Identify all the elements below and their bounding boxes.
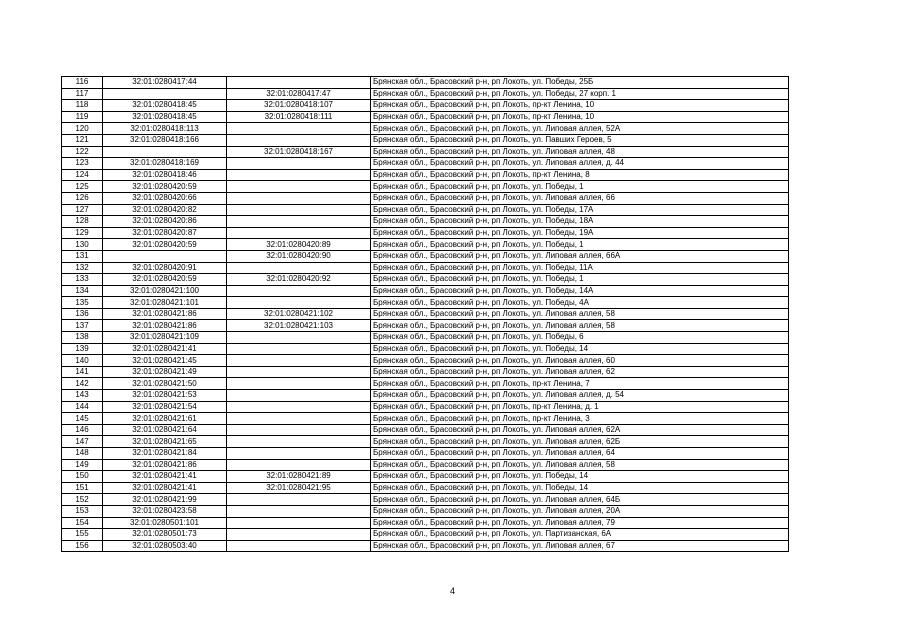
address-cell: Брянская обл., Брасовский р-н, рп Локоть, ул. Победы, 1 [371,274,789,286]
table-row [62,413,789,425]
row-number-cell: 138 [62,332,103,344]
address-cell: Брянская обл., Брасовский р-н, рп Локоть, ул. Победы, 25Б [371,77,789,89]
table-row [62,274,789,286]
address-cell: Брянская обл., Брасовский р-н, рп Локоть, ул. Липовая аллея, 79 [371,517,789,529]
building-number-cell [227,459,371,471]
parcel-number-cell: 32:01:0280420:59 [103,239,227,251]
building-number-cell: 32:01:0280421:102 [227,308,371,320]
address-cell: Брянская обл., Брасовский р-н, рп Локоть, ул. Липовая аллея, 20А [371,505,789,517]
row-number-cell: 124 [62,169,103,181]
table-row [62,390,789,402]
address-cell: Брянская обл., Брасовский р-н, рп Локоть, ул. Победы, 18А [371,216,789,228]
parcel-number-cell: 32:01:0280421:109 [103,332,227,344]
address-cell: Брянская обл., Брасовский р-н, рп Локоть, ул. Липовая аллея, 58 [371,459,789,471]
table-row [62,77,789,89]
row-number-cell: 136 [62,308,103,320]
address-cell: Брянская обл., Брасовский р-н, рп Локоть, ул. Победы, 14А [371,285,789,297]
address-cell: Брянская обл., Брасовский р-н, рп Локоть, ул. Победы, 4А [371,297,789,309]
row-number-cell: 128 [62,216,103,228]
table-row [62,158,789,170]
parcel-number-cell: 32:01:0280417:44 [103,77,227,89]
parcel-number-cell: 32:01:0280423:58 [103,505,227,517]
row-number-cell: 127 [62,204,103,216]
table-row [62,239,789,251]
table-row [62,297,789,309]
table-row [62,448,789,460]
parcel-number-cell: 32:01:0280421:101 [103,297,227,309]
parcel-number-cell: 32:01:0280421:41 [103,343,227,355]
table-row [62,227,789,239]
building-number-cell [227,517,371,529]
table-body [62,77,789,552]
building-number-cell [227,204,371,216]
table-row [62,343,789,355]
building-number-cell [227,540,371,552]
building-number-cell [227,436,371,448]
building-number-cell [227,366,371,378]
table-row [62,540,789,552]
parcel-number-cell: 32:01:0280421:99 [103,494,227,506]
address-cell: Брянская обл., Брасовский р-н, рп Локоть, ул. Липовая аллея, 48 [371,146,789,158]
building-number-cell [227,505,371,517]
parcel-number-cell: 32:01:0280420:59 [103,274,227,286]
parcel-number-cell: 32:01:0280418:45 [103,111,227,123]
parcel-number-cell: 32:01:0280420:86 [103,216,227,228]
address-cell: Брянская обл., Брасовский р-н, рп Локоть, ул. Липовая аллея, 64 [371,448,789,460]
table-row [62,308,789,320]
row-number-cell: 140 [62,355,103,367]
table-row [62,250,789,262]
parcel-number-cell: 32:01:0280421:64 [103,424,227,436]
address-cell: Брянская обл., Брасовский р-н, рп Локоть, ул. Победы, 27 корп. 1 [371,88,789,100]
parcel-number-cell: 32:01:0280421:61 [103,413,227,425]
building-number-cell [227,297,371,309]
row-number-cell: 144 [62,401,103,413]
table-row [62,88,789,100]
table-row [62,529,789,541]
building-number-cell [227,77,371,89]
address-cell: Брянская обл., Брасовский р-н, рп Локоть, пр-кт Ленина, 10 [371,100,789,112]
address-cell: Брянская обл., Брасовский р-н, рп Локоть, пр-кт Ленина, 10 [371,111,789,123]
parcel-number-cell: 32:01:0280420:87 [103,227,227,239]
row-number-cell: 145 [62,413,103,425]
building-number-cell [227,413,371,425]
row-number-cell: 156 [62,540,103,552]
address-cell: Брянская обл., Брасовский р-н, рп Локоть, ул. Победы, 1 [371,181,789,193]
parcel-number-cell [103,88,227,100]
row-number-cell: 139 [62,343,103,355]
address-cell: Брянская обл., Брасовский р-н, рп Локоть, пр-кт Ленина, 8 [371,169,789,181]
building-number-cell [227,355,371,367]
address-cell: Брянская обл., Брасовский р-н, рп Локоть, ул. Липовая аллея, 66 [371,192,789,204]
building-number-cell [227,123,371,135]
row-number-cell: 118 [62,100,103,112]
parcel-number-cell: 32:01:0280421:86 [103,459,227,471]
address-cell: Брянская обл., Брасовский р-н, рп Локоть, пр-кт Ленина, д. 1 [371,401,789,413]
parcel-number-cell [103,250,227,262]
parcel-number-cell: 32:01:0280421:86 [103,308,227,320]
parcel-number-cell [103,146,227,158]
parcel-number-cell: 32:01:0280421:100 [103,285,227,297]
parcel-number-cell: 32:01:0280421:49 [103,366,227,378]
table-row [62,146,789,158]
row-number-cell: 125 [62,181,103,193]
building-number-cell: 32:01:0280420:92 [227,274,371,286]
row-number-cell: 141 [62,366,103,378]
table-row [62,204,789,216]
parcel-number-cell: 32:01:0280421:41 [103,482,227,494]
table-row [62,494,789,506]
parcel-number-cell: 32:01:0280421:45 [103,355,227,367]
building-number-cell [227,448,371,460]
address-cell: Брянская обл., Брасовский р-н, рп Локоть, ул. Липовая аллея, 62А [371,424,789,436]
table-row [62,100,789,112]
building-number-cell: 32:01:0280420:89 [227,239,371,251]
address-cell: Брянская обл., Брасовский р-н, рп Локоть, ул. Победы, 6 [371,332,789,344]
address-cell: Брянская обл., Брасовский р-н, рп Локоть, ул. Липовая аллея, 52А [371,123,789,135]
row-number-cell: 120 [62,123,103,135]
building-number-cell: 32:01:0280421:89 [227,471,371,483]
parcel-number-cell: 32:01:0280421:53 [103,390,227,402]
building-number-cell [227,158,371,170]
parcel-number-cell: 32:01:0280420:66 [103,192,227,204]
building-number-cell [227,529,371,541]
parcel-number-cell: 32:01:0280420:82 [103,204,227,216]
address-cell: Брянская обл., Брасовский р-н, рп Локоть, ул. Победы, 19А [371,227,789,239]
parcel-number-cell: 32:01:0280503:40 [103,540,227,552]
row-number-cell: 149 [62,459,103,471]
row-number-cell: 116 [62,77,103,89]
row-number-cell: 134 [62,285,103,297]
address-cell: Брянская обл., Брасовский р-н, рп Локоть, пр-кт Ленина, 7 [371,378,789,390]
table-row [62,285,789,297]
row-number-cell: 133 [62,274,103,286]
address-cell: Брянская обл., Брасовский р-н, рп Локоть, ул. Победы, 17А [371,204,789,216]
address-cell: Брянская обл., Брасовский р-н, рп Локоть, ул. Победы, 14 [371,471,789,483]
table-row [62,424,789,436]
table-row [62,459,789,471]
row-number-cell: 117 [62,88,103,100]
table-row [62,517,789,529]
row-number-cell: 123 [62,158,103,170]
building-number-cell: 32:01:0280420:90 [227,250,371,262]
building-number-cell [227,424,371,436]
table-row [62,378,789,390]
row-number-cell: 153 [62,505,103,517]
table-row [62,401,789,413]
address-cell: Брянская обл., Брасовский р-н, рп Локоть, ул. Липовая аллея, д. 44 [371,158,789,170]
table-row [62,482,789,494]
building-number-cell [227,332,371,344]
table-row [62,262,789,274]
page-number: 4 [449,586,455,596]
address-cell: Брянская обл., Брасовский р-н, рп Локоть, ул. Липовая аллея, 66А [371,250,789,262]
building-number-cell [227,378,371,390]
parcel-number-cell: 32:01:0280418:166 [103,134,227,146]
table-row [62,332,789,344]
row-number-cell: 142 [62,378,103,390]
row-number-cell: 146 [62,424,103,436]
row-number-cell: 152 [62,494,103,506]
building-number-cell [227,134,371,146]
row-number-cell: 131 [62,250,103,262]
row-number-cell: 151 [62,482,103,494]
parcel-number-cell: 32:01:0280421:86 [103,320,227,332]
building-number-cell [227,216,371,228]
address-cell: Брянская обл., Брасовский р-н, рп Локоть, ул. Липовая аллея, 60 [371,355,789,367]
parcel-number-cell: 32:01:0280421:50 [103,378,227,390]
parcel-number-cell: 32:01:0280420:91 [103,262,227,274]
building-number-cell [227,343,371,355]
parcel-number-cell: 32:01:0280418:113 [103,123,227,135]
building-number-cell [227,262,371,274]
row-number-cell: 148 [62,448,103,460]
table-row [62,192,789,204]
table-row [62,216,789,228]
building-number-cell: 32:01:0280418:111 [227,111,371,123]
table-row [62,111,789,123]
address-cell: Брянская обл., Брасовский р-н, рп Локоть, пр-кт Ленина, 3 [371,413,789,425]
cadastral-table [61,76,789,552]
building-number-cell [227,401,371,413]
address-cell: Брянская обл., Брасовский р-н, рп Локоть, ул. Павших Героев, 5 [371,134,789,146]
address-cell: Брянская обл., Брасовский р-н, рп Локоть, ул. Липовая аллея, 67 [371,540,789,552]
table-row [62,320,789,332]
row-number-cell: 132 [62,262,103,274]
building-number-cell [227,169,371,181]
row-number-cell: 129 [62,227,103,239]
parcel-number-cell: 32:01:0280418:46 [103,169,227,181]
parcel-number-cell: 32:01:0280421:65 [103,436,227,448]
building-number-cell: 32:01:0280418:167 [227,146,371,158]
table-row [62,436,789,448]
address-cell: Брянская обл., Брасовский р-н, рп Локоть, ул. Победы, 14 [371,482,789,494]
table-row [62,366,789,378]
address-cell: Брянская обл., Брасовский р-н, рп Локоть, ул. Липовая аллея, 58 [371,320,789,332]
address-cell: Брянская обл., Брасовский р-н, рп Локоть, ул. Липовая аллея, 62 [371,366,789,378]
building-number-cell [227,285,371,297]
table-row [62,169,789,181]
row-number-cell: 143 [62,390,103,402]
row-number-cell: 121 [62,134,103,146]
row-number-cell: 137 [62,320,103,332]
table-row [62,471,789,483]
address-cell: Брянская обл., Брасовский р-н, рп Локоть, ул. Липовая аллея, 62Б [371,436,789,448]
building-number-cell [227,390,371,402]
address-cell: Брянская обл., Брасовский р-н, рп Локоть, ул. Победы, 1 [371,239,789,251]
table-row [62,123,789,135]
parcel-number-cell: 32:01:0280420:59 [103,181,227,193]
row-number-cell: 147 [62,436,103,448]
building-number-cell: 32:01:0280418:107 [227,100,371,112]
address-cell: Брянская обл., Брасовский р-н, рп Локоть, ул. Партизанская, 6А [371,529,789,541]
parcel-number-cell: 32:01:0280501:73 [103,529,227,541]
table-row [62,355,789,367]
parcel-number-cell: 32:01:0280501:101 [103,517,227,529]
building-number-cell [227,494,371,506]
row-number-cell: 150 [62,471,103,483]
table-row [62,505,789,517]
address-cell: Брянская обл., Брасовский р-н, рп Локоть, ул. Липовая аллея, 64Б [371,494,789,506]
row-number-cell: 155 [62,529,103,541]
row-number-cell: 119 [62,111,103,123]
row-number-cell: 122 [62,146,103,158]
building-number-cell: 32:01:0280417:47 [227,88,371,100]
address-cell: Брянская обл., Брасовский р-н, рп Локоть, ул. Победы, 11А [371,262,789,274]
building-number-cell: 32:01:0280421:95 [227,482,371,494]
building-number-cell: 32:01:0280421:103 [227,320,371,332]
address-cell: Брянская обл., Брасовский р-н, рп Локоть, ул. Липовая аллея, 58 [371,308,789,320]
address-cell: Брянская обл., Брасовский р-н, рп Локоть, ул. Победы, 14 [371,343,789,355]
parcel-number-cell: 32:01:0280421:41 [103,471,227,483]
row-number-cell: 130 [62,239,103,251]
table-row [62,181,789,193]
parcel-number-cell: 32:01:0280418:169 [103,158,227,170]
row-number-cell: 154 [62,517,103,529]
building-number-cell [227,227,371,239]
address-cell: Брянская обл., Брасовский р-н, рп Локоть, ул. Липовая аллея, д. 54 [371,390,789,402]
building-number-cell [227,181,371,193]
parcel-number-cell: 32:01:0280421:54 [103,401,227,413]
building-number-cell [227,192,371,204]
parcel-number-cell: 32:01:0280418:45 [103,100,227,112]
parcel-number-cell: 32:01:0280421:84 [103,448,227,460]
row-number-cell: 135 [62,297,103,309]
row-number-cell: 126 [62,192,103,204]
table-row [62,134,789,146]
